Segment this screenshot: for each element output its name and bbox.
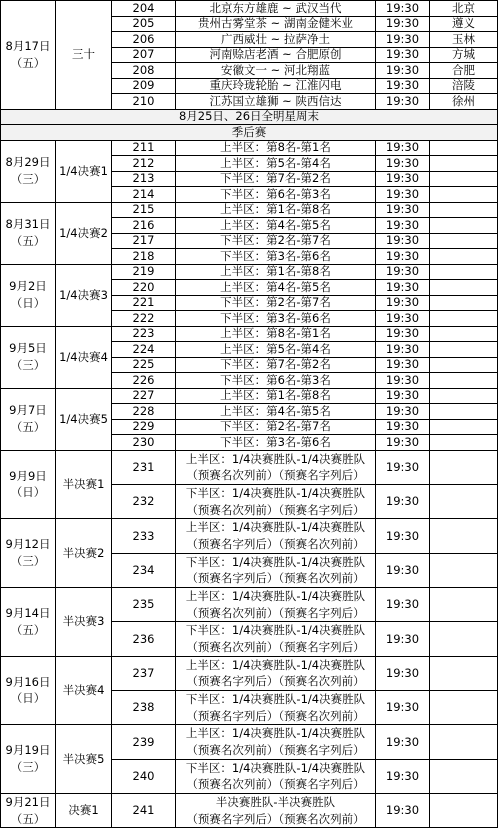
round-cell: 半决赛1: [56, 450, 112, 519]
game-time: 19:30: [376, 16, 430, 32]
matchup: 下半区：1/4决赛胜队-1/4决赛胜队 （预赛名字列后）（预赛名次列前）: [176, 553, 376, 587]
venue: [430, 249, 498, 265]
venue: [430, 140, 498, 156]
game-time: 19:30: [376, 249, 430, 265]
game-time: 19:30: [376, 63, 430, 79]
game-time: 19:30: [376, 690, 430, 724]
game-number: 227: [112, 388, 176, 404]
matchup: 上半区：第1名-第8名: [176, 388, 376, 404]
date-cell: 9月7日 （五）: [1, 388, 56, 450]
matchup: 广西威壮 ~ 拉萨净土: [176, 32, 376, 48]
game-number: 230: [112, 435, 176, 451]
table-row: [1, 793, 498, 827]
table-row: [1, 109, 498, 125]
date-cell: 8月31日 （五）: [1, 202, 56, 264]
game-time: 19:30: [376, 156, 430, 172]
matchup: 上半区：1/4决赛胜队-1/4决赛胜队 （预赛名次列前）（预赛名字列后）: [176, 587, 376, 621]
venue: [430, 264, 498, 280]
game-time: 19:30: [376, 404, 430, 420]
date-cell: 9月5日 （三）: [1, 326, 56, 388]
game-number: 241: [112, 793, 176, 827]
round-cell: 1/4决赛4: [56, 326, 112, 388]
game-time: 19:30: [376, 519, 430, 553]
matchup: 北京东方雄鹿 ~ 武汉当代: [176, 1, 376, 17]
venue: [430, 484, 498, 518]
table-row: [1, 264, 498, 280]
game-time: 19:30: [376, 388, 430, 404]
game-time: 19:30: [376, 140, 430, 156]
game-time: 19:30: [376, 295, 430, 311]
date-cell: 8月29日 （三）: [1, 140, 56, 202]
matchup: 下半区：1/4决赛胜队-1/4决赛胜队 （预赛名次列前）（预赛名字列后）: [176, 622, 376, 656]
table-row: [1, 1, 498, 17]
matchup: 下半区：第7名-第2名: [176, 171, 376, 187]
venue: [430, 404, 498, 420]
venue: [430, 450, 498, 484]
round-cell: 三十: [56, 1, 112, 110]
game-time: 19:30: [376, 373, 430, 389]
matchup: 上半区：第4名-第5名: [176, 404, 376, 420]
matchup: 上半区：1/4决赛胜队-1/4决赛胜队 （预赛名次列前）（预赛名字列后）: [176, 725, 376, 759]
game-number: 217: [112, 233, 176, 249]
game-time: 19:30: [376, 32, 430, 48]
game-time: 19:30: [376, 78, 430, 94]
matchup: 江苏国立雄狮 ~ 陕西信达: [176, 94, 376, 110]
round-cell: 半决赛4: [56, 656, 112, 725]
matchup: 上半区：1/4决赛胜队-1/4决赛胜队 （预赛名次列前）（预赛名字列后）: [176, 450, 376, 484]
game-time: 19:30: [376, 187, 430, 203]
table-row: [1, 450, 498, 484]
game-number: 234: [112, 553, 176, 587]
round-cell: 半决赛3: [56, 587, 112, 656]
matchup: 下半区：第2名-第7名: [176, 295, 376, 311]
game-number: 223: [112, 326, 176, 342]
game-number: 213: [112, 171, 176, 187]
game-number: 226: [112, 373, 176, 389]
venue: 涪陵: [430, 78, 498, 94]
venue: 方城: [430, 47, 498, 63]
game-time: 19:30: [376, 725, 430, 759]
game-number: 216: [112, 218, 176, 234]
table-row: [1, 326, 498, 342]
matchup: 下半区：1/4决赛胜队-1/4决赛胜队 （预赛名字列后）（预赛名次列前）: [176, 690, 376, 724]
round-cell: 1/4决赛1: [56, 140, 112, 202]
venue: [430, 656, 498, 690]
venue: [430, 388, 498, 404]
game-number: 214: [112, 187, 176, 203]
date-cell: 9月21日 （五）: [1, 793, 56, 827]
round-cell: 1/4决赛2: [56, 202, 112, 264]
venue: [430, 419, 498, 435]
game-number: 209: [112, 78, 176, 94]
venue: [430, 311, 498, 327]
matchup: 上半区：第5名-第4名: [176, 342, 376, 358]
date-cell: 9月14日 （五）: [1, 587, 56, 656]
venue: [430, 690, 498, 724]
matchup: 下半区：第7名-第2名: [176, 357, 376, 373]
date-cell: 9月9日 （日）: [1, 450, 56, 519]
matchup: 下半区：第2名-第7名: [176, 419, 376, 435]
matchup: 上半区：第4名-第5名: [176, 218, 376, 234]
venue: [430, 171, 498, 187]
venue: 北京: [430, 1, 498, 17]
game-number: 229: [112, 419, 176, 435]
matchup: 贵州古雾堂茶 ~ 湖南金健米业: [176, 16, 376, 32]
round-cell: 半决赛2: [56, 519, 112, 588]
game-number: 237: [112, 656, 176, 690]
game-number: 206: [112, 32, 176, 48]
game-time: 19:30: [376, 342, 430, 358]
matchup: 上半区：第1名-第8名: [176, 264, 376, 280]
table-row: [1, 140, 498, 156]
game-time: 19:30: [376, 450, 430, 484]
game-number: 222: [112, 311, 176, 327]
matchup: 下半区：第2名-第7名: [176, 233, 376, 249]
venue: [430, 725, 498, 759]
game-number: 207: [112, 47, 176, 63]
venue: [430, 202, 498, 218]
game-number: 210: [112, 94, 176, 110]
venue: 徐州: [430, 94, 498, 110]
game-time: 19:30: [376, 656, 430, 690]
table-row: [1, 519, 498, 553]
venue: [430, 218, 498, 234]
venue: [430, 373, 498, 389]
round-cell: 半决赛5: [56, 725, 112, 794]
matchup: 下半区：1/4决赛胜队-1/4决赛胜队 （预赛名次列前）（预赛名字列后）: [176, 484, 376, 518]
venue: 玉林: [430, 32, 498, 48]
matchup: 上半区：第8名-第1名: [176, 326, 376, 342]
round-cell: 决赛1: [56, 793, 112, 827]
game-time: 19:30: [376, 311, 430, 327]
venue: [430, 357, 498, 373]
game-number: 224: [112, 342, 176, 358]
venue: [430, 587, 498, 621]
matchup: 下半区：第3名-第6名: [176, 249, 376, 265]
game-number: 208: [112, 63, 176, 79]
game-time: 19:30: [376, 357, 430, 373]
game-time: 19:30: [376, 484, 430, 518]
venue: [430, 553, 498, 587]
venue: [430, 156, 498, 172]
game-time: 19:30: [376, 587, 430, 621]
matchup: 上半区：第1名-第8名: [176, 202, 376, 218]
game-time: 19:30: [376, 1, 430, 17]
game-number: 219: [112, 264, 176, 280]
date-cell: 9月12日 （三）: [1, 519, 56, 588]
game-time: 19:30: [376, 435, 430, 451]
matchup: 下半区：第3名-第6名: [176, 435, 376, 451]
matchup: 安徽文一 ~ 河北翔蓝: [176, 63, 376, 79]
game-time: 19:30: [376, 218, 430, 234]
matchup: 上半区：第8名-第1名: [176, 140, 376, 156]
matchup: 下半区：1/4决赛胜队-1/4决赛胜队 （预赛名次列前）（预赛名字列后）: [176, 759, 376, 793]
game-number: 220: [112, 280, 176, 296]
game-time: 19:30: [376, 94, 430, 110]
venue: [430, 793, 498, 827]
table-row: [1, 587, 498, 621]
table-row: [1, 656, 498, 690]
date-cell: 8月17日 （五）: [1, 1, 56, 110]
matchup: 半决赛胜队-半决赛胜队 （预赛名字列后）（预赛名次列前）: [176, 793, 376, 827]
game-time: 19:30: [376, 280, 430, 296]
game-number: 215: [112, 202, 176, 218]
game-number: 228: [112, 404, 176, 420]
venue: 遵义: [430, 16, 498, 32]
venue: [430, 233, 498, 249]
venue: [430, 280, 498, 296]
game-time: 19:30: [376, 793, 430, 827]
date-cell: 9月16日 （日）: [1, 656, 56, 725]
playoffs-title: 季后赛: [1, 125, 498, 141]
game-time: 19:30: [376, 326, 430, 342]
venue: [430, 295, 498, 311]
game-number: 232: [112, 484, 176, 518]
matchup: 重庆玲珑轮胎 ~ 江淮闪电: [176, 78, 376, 94]
venue: [430, 187, 498, 203]
game-number: 235: [112, 587, 176, 621]
matchup: 下半区：第6名-第3名: [176, 373, 376, 389]
matchup: 上半区：第4名-第5名: [176, 280, 376, 296]
table-row: [1, 202, 498, 218]
matchup: 上半区：1/4决赛胜队-1/4决赛胜队 （预赛名字列后）（预赛名次列前）: [176, 519, 376, 553]
game-time: 19:30: [376, 622, 430, 656]
matchup: 上半区：1/4决赛胜队-1/4决赛胜队 （预赛名字列后）（预赛名次列前）: [176, 656, 376, 690]
game-number: 211: [112, 140, 176, 156]
venue: 合肥: [430, 63, 498, 79]
game-number: 239: [112, 725, 176, 759]
game-time: 19:30: [376, 47, 430, 63]
matchup: 河南赊店老酒 ~ 合肥原创: [176, 47, 376, 63]
matchup: 下半区：第3名-第6名: [176, 311, 376, 327]
game-number: 225: [112, 357, 176, 373]
game-time: 19:30: [376, 759, 430, 793]
game-number: 233: [112, 519, 176, 553]
venue: [430, 326, 498, 342]
game-time: 19:30: [376, 553, 430, 587]
venue: [430, 519, 498, 553]
table-row: [1, 125, 498, 141]
game-number: 204: [112, 1, 176, 17]
round-cell: 1/4决赛5: [56, 388, 112, 450]
game-number: 212: [112, 156, 176, 172]
venue: [430, 342, 498, 358]
game-number: 240: [112, 759, 176, 793]
date-cell: 9月2日 （日）: [1, 264, 56, 326]
table-row: [1, 388, 498, 404]
matchup: 上半区：第5名-第4名: [176, 156, 376, 172]
game-number: 236: [112, 622, 176, 656]
matchup: 下半区：第6名-第3名: [176, 187, 376, 203]
game-number: 221: [112, 295, 176, 311]
venue: [430, 622, 498, 656]
venue: [430, 435, 498, 451]
round-cell: 1/4决赛3: [56, 264, 112, 326]
venue: [430, 759, 498, 793]
date-cell: 9月19日 （三）: [1, 725, 56, 794]
game-time: 19:30: [376, 233, 430, 249]
game-time: 19:30: [376, 264, 430, 280]
game-time: 19:30: [376, 202, 430, 218]
game-number: 218: [112, 249, 176, 265]
game-number: 231: [112, 450, 176, 484]
game-time: 19:30: [376, 419, 430, 435]
game-time: 19:30: [376, 171, 430, 187]
game-number: 238: [112, 690, 176, 724]
game-number: 205: [112, 16, 176, 32]
all-star-note: 8月25日、26日全明星周末: [1, 109, 498, 125]
table-row: [1, 725, 498, 759]
